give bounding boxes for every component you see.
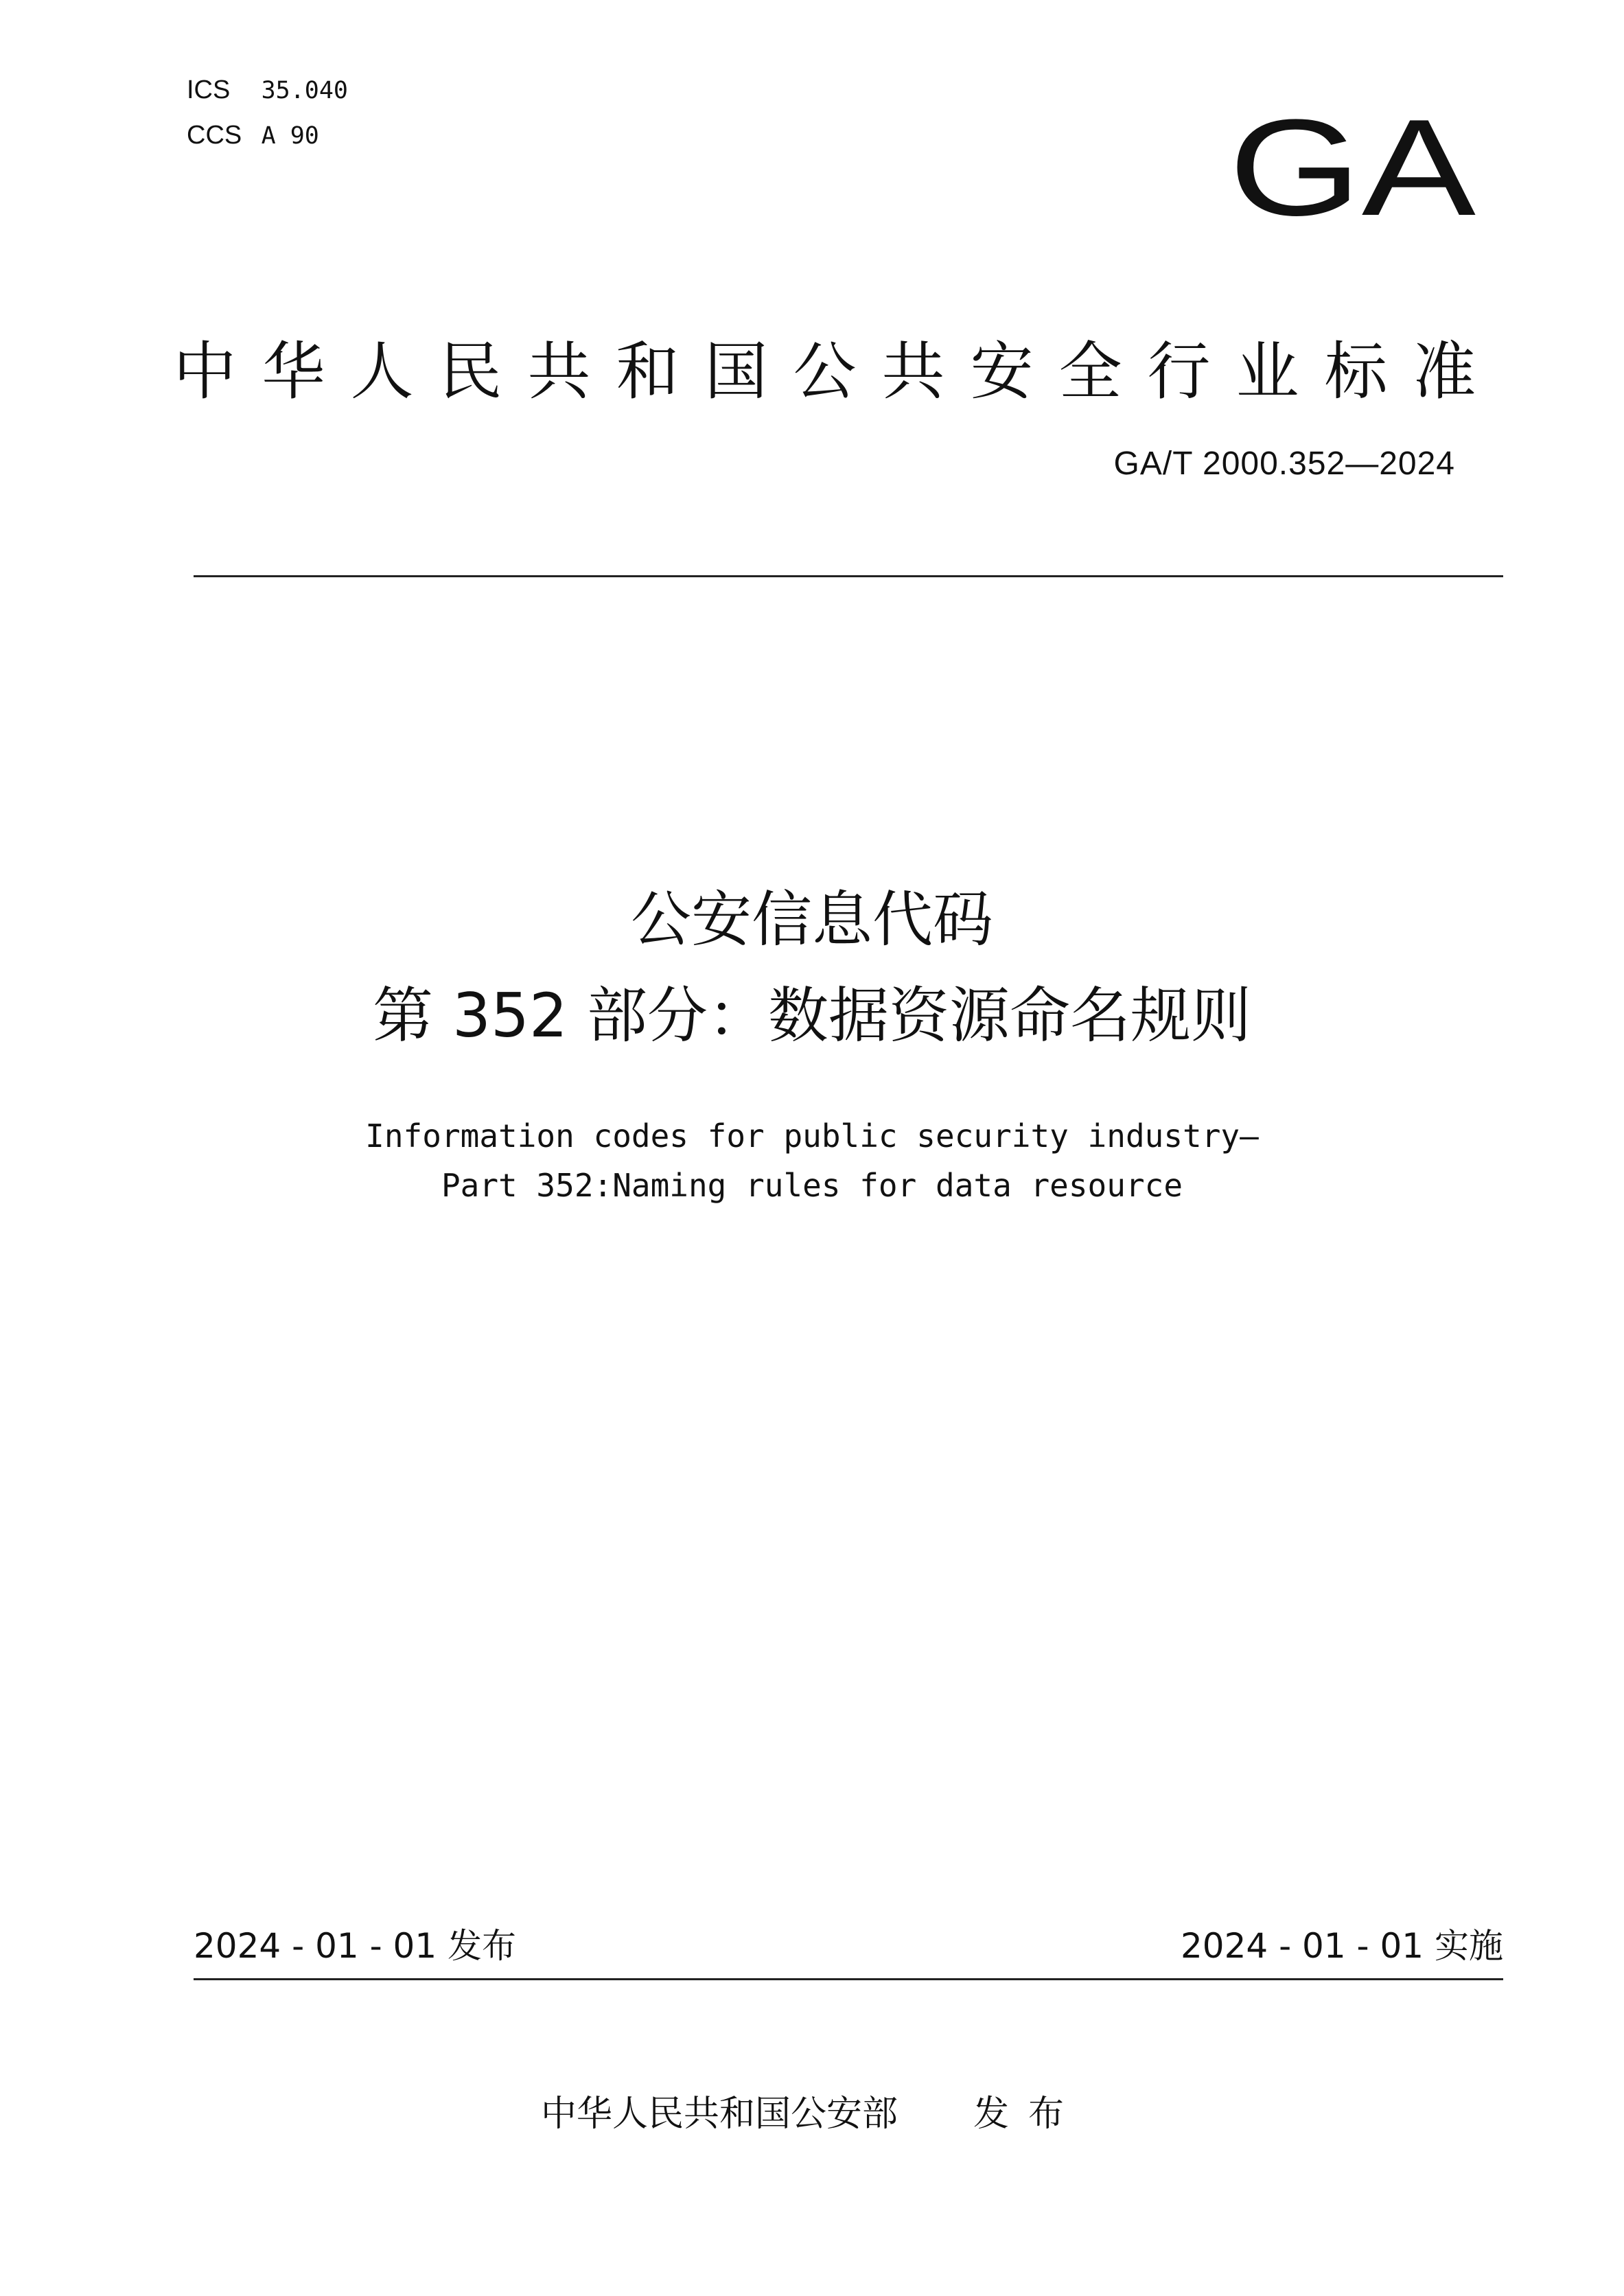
title-en-line-1: Information codes for public security industry—	[365, 1117, 1259, 1155]
ics-code-row	[187, 77, 348, 103]
footer-divider	[194, 1978, 1503, 1980]
title-cn-line-2: 第 352 部分：数据资源命名规则	[373, 980, 1251, 1051]
standard-number: GA/T 2000.352—2024	[1113, 445, 1455, 482]
issue-date: 2024 - 01 - 01 发布	[194, 1926, 517, 1966]
standard-category-text: 中华人民共和国公共安全行业标准	[173, 335, 1502, 408]
title-cn-line-1: 公安信息代码	[630, 884, 993, 955]
ga-logo-text: GA	[1229, 108, 1476, 232]
title-en-line-2: Part 352:Naming rules for data resource	[441, 1167, 1183, 1204]
publisher-action: 发布	[973, 2094, 1084, 2135]
header-divider	[194, 575, 1503, 577]
implementation-date: 2024 - 01 - 01 实施	[1180, 1926, 1503, 1966]
publisher-line	[0, 2094, 1624, 2135]
standard-category-heading	[0, 321, 1624, 412]
ics-value: 35.040	[261, 77, 348, 104]
ccs-code-row	[187, 122, 319, 148]
ics-label: ICS	[187, 76, 231, 104]
ccs-label: CCS	[187, 121, 242, 150]
publisher-name: 中华人民共和国公安部	[540, 2094, 898, 2135]
ga-logo	[1215, 108, 1489, 232]
ccs-value: A 90	[261, 122, 319, 150]
